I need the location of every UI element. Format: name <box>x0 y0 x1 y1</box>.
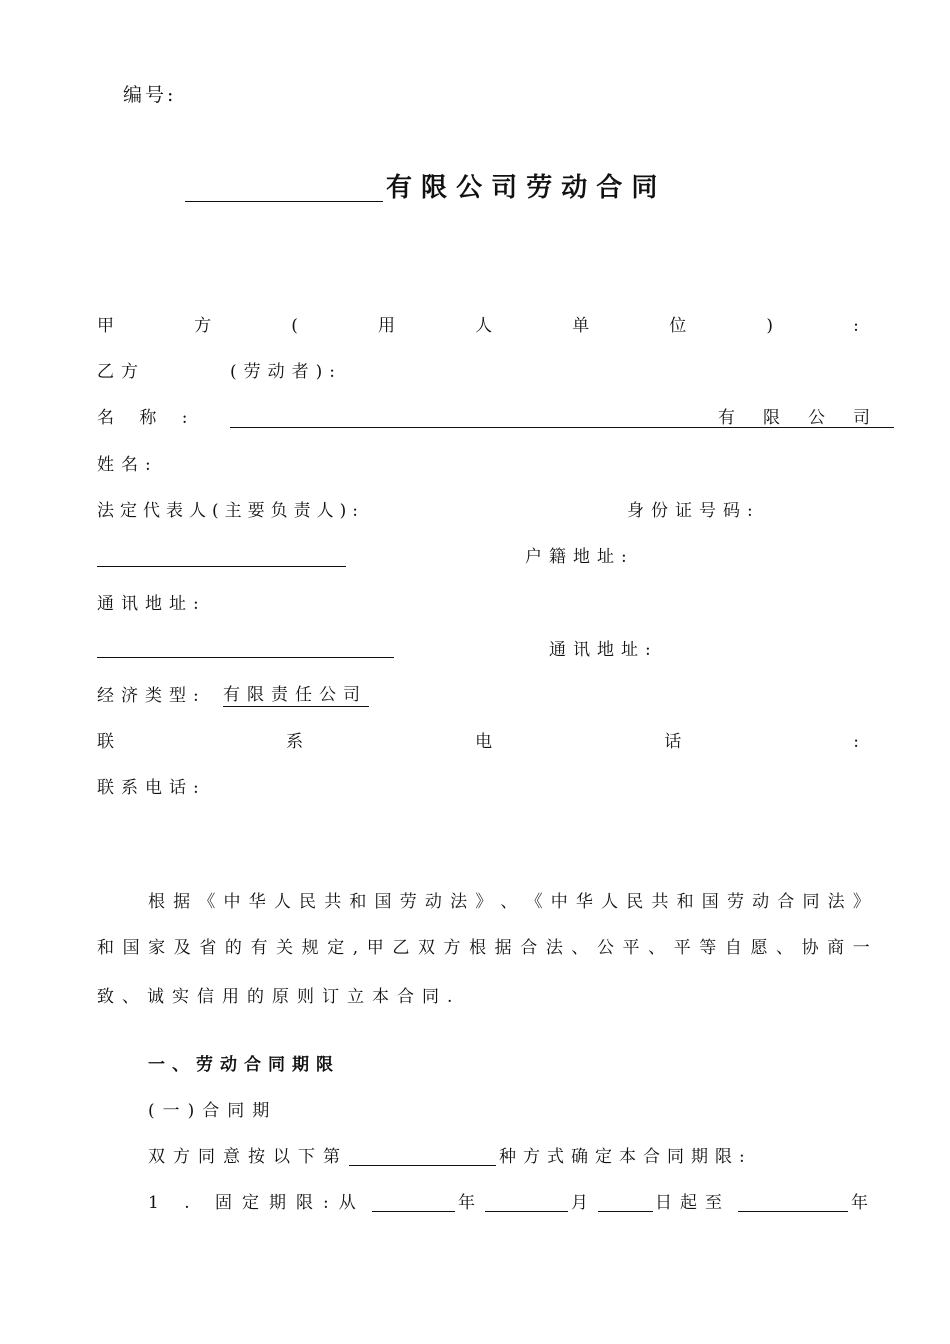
legal-representative-blank <box>97 566 346 567</box>
char: 、 <box>776 938 794 958</box>
char: 法 <box>545 938 563 958</box>
preamble-line-2 <box>97 936 870 960</box>
party-a-char: 人 <box>475 316 493 336</box>
char: 中 <box>223 892 241 912</box>
company-name-suffix <box>718 406 870 430</box>
char: 据 <box>494 938 512 958</box>
char: 家 <box>148 938 166 958</box>
day-from-label: 日起至 <box>655 1193 730 1213</box>
party-a-char: ( <box>291 316 298 336</box>
party-b-label: 乙方 <box>97 362 145 382</box>
char: 甲 <box>366 938 384 958</box>
char: 根 <box>148 892 165 912</box>
term-choice-text-after: 种方式确定本合同期限: <box>499 1147 752 1167</box>
char: 动 <box>424 892 442 912</box>
char: 华 <box>575 892 593 912</box>
party-a-label <box>97 314 859 338</box>
char: 和 <box>349 892 367 912</box>
term-choice-text-before: 双方同意按以下第 <box>148 1147 348 1167</box>
char: 、 <box>571 938 589 958</box>
fixed-term-prefix: 1 . 固定期限:从 <box>148 1193 366 1213</box>
char: 平 <box>673 938 691 958</box>
char: 方 <box>443 938 461 958</box>
company-name-label: 名 称 : <box>97 408 198 428</box>
party-a-char: 用 <box>377 316 395 336</box>
char: 规 <box>301 938 319 958</box>
char: 和 <box>97 938 114 958</box>
phone-char: 系 <box>286 732 304 752</box>
suffix-char: 司 <box>853 408 870 428</box>
party-a-char: 方 <box>194 316 212 336</box>
phone-char: 电 <box>475 732 493 752</box>
char: 《 <box>525 892 543 912</box>
subsection-heading: (一)合同期 <box>148 1101 278 1121</box>
char: 同 <box>802 892 820 912</box>
char: 的 <box>224 938 242 958</box>
char: 共 <box>651 892 669 912</box>
start-day-blank <box>598 1211 653 1212</box>
char: 和 <box>676 892 694 912</box>
char: 、 <box>500 892 518 912</box>
start-year-blank <box>372 1211 455 1212</box>
char: 定 <box>327 938 345 958</box>
char: 》 <box>852 892 870 912</box>
char: 人 <box>601 892 619 912</box>
char: 法 <box>827 892 845 912</box>
term-choice-blank <box>349 1165 496 1166</box>
char: 民 <box>626 892 644 912</box>
char: 民 <box>299 892 317 912</box>
char: 、 <box>648 938 666 958</box>
char: 据 <box>173 892 191 912</box>
id-number-label: 身份证号码: <box>627 501 760 521</box>
end-year-label: 年 <box>851 1193 868 1213</box>
party-a-char: ) <box>766 316 774 336</box>
suffix-char: 限 <box>763 408 780 428</box>
char: 合 <box>777 892 795 912</box>
month-label: 月 <box>571 1193 588 1213</box>
household-address-label: 户籍地址: <box>525 547 634 567</box>
char: 公 <box>596 938 614 958</box>
char: 中 <box>550 892 568 912</box>
char: 一 <box>852 938 870 958</box>
char: 动 <box>752 892 770 912</box>
char: 国 <box>701 892 719 912</box>
char: 劳 <box>399 892 417 912</box>
phone-char: 话 <box>664 732 682 752</box>
char: 人 <box>273 892 291 912</box>
char: 合 <box>520 938 538 958</box>
mail-address-label-a: 通讯地址: <box>97 594 206 614</box>
char: 及 <box>173 938 191 958</box>
start-month-blank <box>485 1211 568 1212</box>
person-name-label: 姓名: <box>97 455 158 475</box>
char: 有 <box>250 938 268 958</box>
document-number-label: 编号: <box>123 84 177 106</box>
char: , <box>352 938 359 958</box>
year-label: 年 <box>458 1193 475 1213</box>
char: 》 <box>475 892 493 912</box>
char: 《 <box>198 892 216 912</box>
char: 国 <box>122 938 140 958</box>
mail-address-label-b: 通讯地址: <box>549 640 658 660</box>
phone-char: 联 <box>97 732 114 752</box>
char: 商 <box>827 938 845 958</box>
char: 关 <box>276 938 294 958</box>
char: 省 <box>199 938 217 958</box>
phone-char: : <box>853 732 859 752</box>
char: 劳 <box>726 892 744 912</box>
contact-phone-label-b: 联系电话: <box>97 778 206 798</box>
party-a-char: 单 <box>572 316 590 336</box>
company-name-blank <box>185 201 383 202</box>
char: 双 <box>417 938 435 958</box>
document-title: 有 限 公 司 劳 动 合 同 <box>386 173 658 203</box>
char: 愿 <box>750 938 768 958</box>
suffix-char: 有 <box>718 408 735 428</box>
char: 华 <box>248 892 266 912</box>
char: 协 <box>801 938 819 958</box>
preamble-line-3: 致、诚实信用的原则订立本合同. <box>97 987 461 1007</box>
party-a-char: 位 <box>669 316 687 336</box>
char: 平 <box>622 938 640 958</box>
party-a-char: : <box>853 316 859 336</box>
char: 乙 <box>392 938 410 958</box>
char: 国 <box>374 892 392 912</box>
char: 共 <box>324 892 342 912</box>
char: 自 <box>724 938 742 958</box>
party-a-char: 甲 <box>97 316 114 336</box>
preamble-line-1 <box>148 890 870 914</box>
char: 等 <box>699 938 717 958</box>
char: 根 <box>469 938 487 958</box>
suffix-char: 公 <box>808 408 825 428</box>
char: 法 <box>450 892 468 912</box>
legal-representative-label: 法定代表人(主要负责人): <box>97 501 364 521</box>
economic-type-value: 有限责任公司 <box>223 685 367 705</box>
contact-phone-label-a <box>97 730 859 754</box>
party-b-note: (劳动者): <box>230 362 342 382</box>
economic-type-label: 经济类型: <box>97 686 206 706</box>
section-heading: 一、劳动合同期限 <box>148 1055 340 1075</box>
end-year-blank <box>738 1211 848 1212</box>
mail-address-blank <box>97 657 394 658</box>
